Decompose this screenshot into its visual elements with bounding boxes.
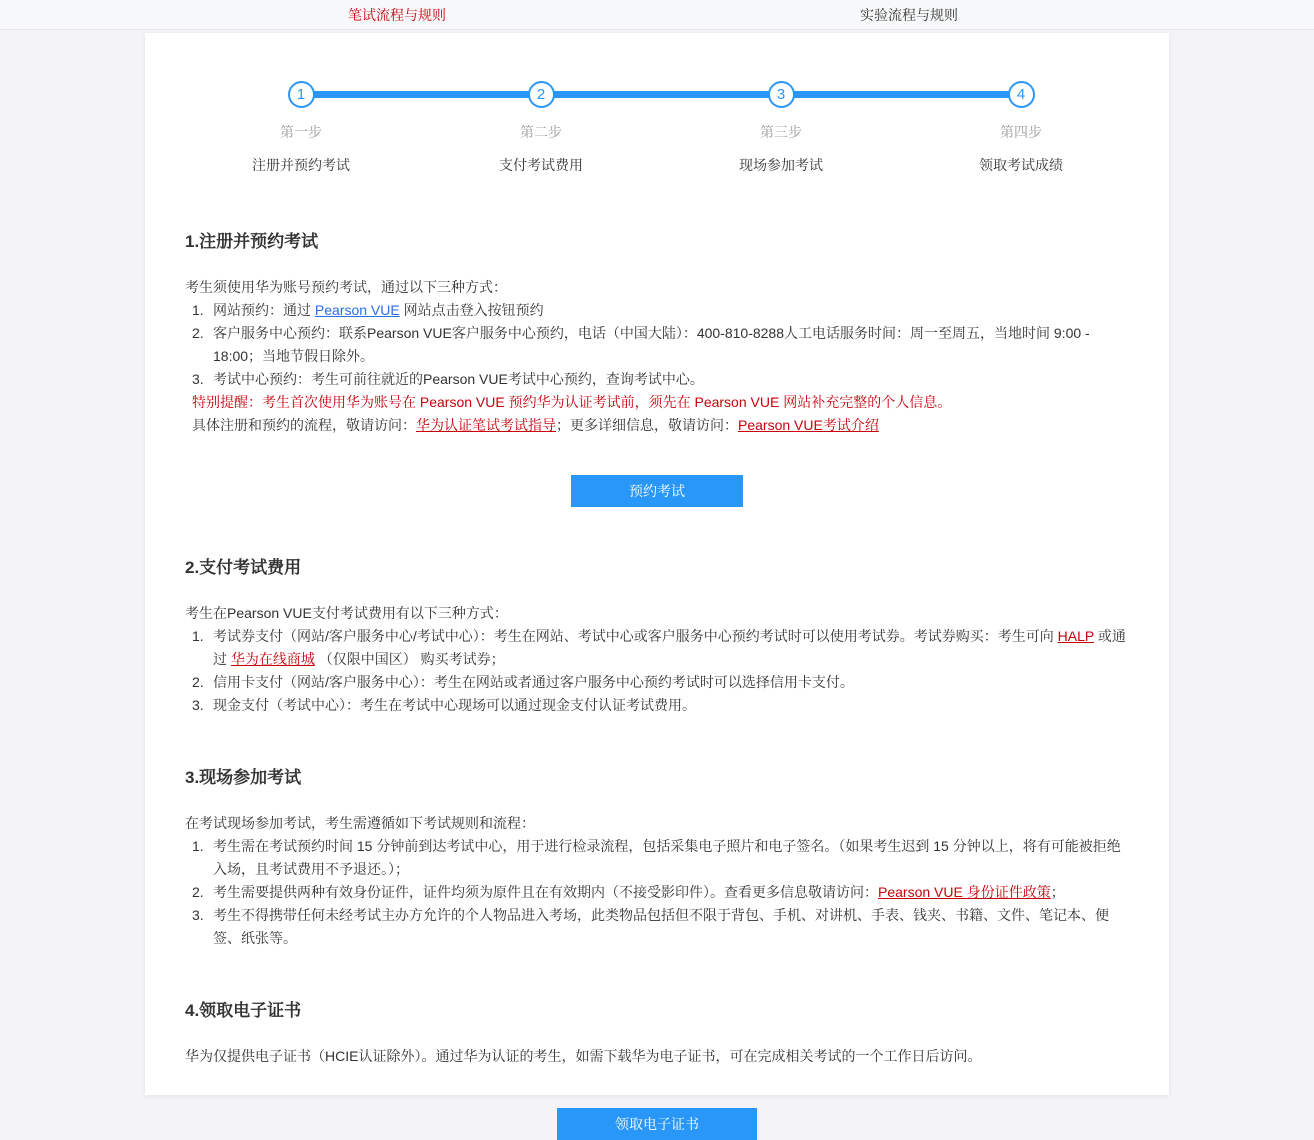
book-exam-button[interactable]: 预约考试: [571, 475, 743, 507]
step-3-label: 现场参加考试: [739, 157, 823, 173]
list-item-text: 网站点击登入按钮预约: [399, 302, 544, 318]
list-item: [192, 299, 1129, 322]
list-item: [192, 881, 1129, 904]
list-item-text: 考生需要提供两种有效身份证件，证件均须为原件且在有效期内（不接受影印件）。查看更多信息敬请访问：: [213, 884, 878, 900]
step-1: [181, 81, 421, 175]
list-item: [192, 671, 1129, 694]
step-2: [421, 81, 661, 175]
top-tab-bar: [0, 0, 1314, 30]
section-1-intro: 考生须使用华为账号预约考试，通过以下三种方式：: [185, 279, 507, 295]
tab-lab-exam-process[interactable]: 实验流程与规则: [860, 7, 958, 23]
tab-written-exam-process[interactable]: 笔试流程与规则: [348, 7, 446, 23]
list-item: [192, 835, 1129, 881]
special-reminder-text: 特别提醒：考生首次使用华为账号在 Pearson VUE 预约华为认证考试前，须先在 Pearson VUE 网站补充完整的个人信息。: [192, 394, 952, 410]
guide-text: 具体注册和预约的流程，敬请访问：: [192, 417, 416, 433]
halp-link[interactable]: HALP: [1057, 628, 1094, 644]
pearson-vue-intro-link[interactable]: Pearson VUE考试介绍: [738, 417, 879, 433]
list-item-text: 考试中心预约：考生可前往就近的Pearson VUE考试中心预约，查询考试中心。: [213, 371, 704, 387]
step-4-circle: 4: [1008, 81, 1035, 108]
list-item-number: 2.: [192, 884, 204, 900]
content-card: [145, 33, 1169, 1132]
list-item: [192, 322, 1129, 368]
step-4: [901, 81, 1141, 175]
step-2-label: 支付考试费用: [499, 157, 583, 173]
list-item-number: 3.: [192, 907, 204, 923]
section-get-e-certificate: [185, 996, 1129, 1140]
step-1-name: 第一步: [280, 124, 322, 140]
list-item-number: 2.: [192, 325, 204, 341]
step-1-circle: 1: [288, 81, 315, 108]
list-item: [192, 625, 1129, 671]
list-item-text: 网站预约：通过: [213, 302, 315, 318]
list-item: [192, 368, 1129, 391]
list-item-number: 1.: [192, 302, 204, 318]
list-item-text: ；: [1050, 884, 1065, 900]
section-attend-exam-onsite: [185, 763, 1129, 950]
list-item: [192, 694, 1129, 717]
exam-steps-stepper: [181, 81, 1141, 175]
list-item-number: 3.: [192, 371, 204, 387]
section-4-body: 华为仅提供电子证书（HCIE认证除外）。通过华为认证的考生，如需下载华为电子证书，可在完成相关考试的一个工作日后访问。: [185, 1048, 982, 1064]
list-item-text: 考试券支付（网站/客户服务中心/考试中心）：考生在网站、考试中心或客户服务中心预约考试时可以使用考试券。考试券购买：考生可向: [213, 628, 1058, 644]
step-3: [661, 81, 901, 175]
id-policy-link[interactable]: Pearson VUE 身份证件政策: [878, 884, 1051, 900]
section-pay-exam-fee: [185, 553, 1129, 717]
step-3-name: 第三步: [760, 124, 802, 140]
list-item-text: 考生需在考试预约时间 15 分钟前到达考试中心，用于进行检录流程，包括采集电子照片和电子签名。（如果考生迟到 15 分钟以上，将有可能被拒绝入场，且考试费用不予退还。）；: [213, 838, 1121, 877]
step-1-label: 注册并预约考试: [252, 157, 350, 173]
step-4-label: 领取考试成绩: [979, 157, 1063, 173]
step-4-name: 第四步: [1000, 124, 1042, 140]
section-3-title: 3.现场参加考试: [185, 768, 302, 787]
pearson-vue-link[interactable]: Pearson VUE: [314, 302, 400, 318]
list-item-number: 1.: [192, 628, 204, 644]
section-2-intro: 考生在Pearson VUE支付考试费用有以下三种方式：: [185, 605, 508, 621]
list-item-text: （仅限中国区） 购买考试券；: [314, 651, 505, 667]
list-item-text: 现金支付（考试中心）：考生在考试中心现场可以通过现金支付认证考试费用。: [213, 697, 696, 713]
get-e-certificate-button[interactable]: 领取电子证书: [557, 1108, 757, 1140]
list-item: [192, 904, 1129, 950]
list-item-text: 信用卡支付（网站/客户服务中心）：考生在网站或者通过客户服务中心预约考试时可以选择信用卡支付。: [213, 674, 854, 690]
section-1-title: 1.注册并预约考试: [185, 232, 319, 251]
list-item-number: 2.: [192, 674, 204, 690]
list-item-text: 客户服务中心预约：联系Pearson VUE客户服务中心预约，电话（中国大陆）：400-810-8288人工电话服务时间：周一至周五，当地时间 9:00 - 18:00；当地节假日除外。: [213, 325, 1090, 364]
list-item-text: 或通过: [213, 628, 1126, 667]
section-register-and-book: [185, 227, 1129, 507]
guide-text: ；更多详细信息，敬请访问：: [556, 417, 738, 433]
registration-guide-line: [185, 414, 1129, 437]
section-3-intro: 在考试现场参加考试，考生需遵循如下考试规则和流程：: [185, 815, 535, 831]
step-2-circle: 2: [528, 81, 555, 108]
step-2-name: 第二步: [520, 124, 562, 140]
list-item-number: 1.: [192, 838, 204, 854]
section-2-title: 2.支付考试费用: [185, 558, 302, 577]
section-4-title: 4.领取电子证书: [185, 1001, 302, 1020]
list-item-text: 考生不得携带任何未经考试主办方允许的个人物品进入考场，此类物品包括但不限于背包、手机、对讲机、手表、钱夹、书籍、文件、笔记本、便签、纸张等。: [213, 907, 1109, 946]
written-exam-guide-link[interactable]: 华为认证笔试考试指导: [416, 417, 556, 433]
step-3-circle: 3: [768, 81, 795, 108]
list-item-number: 3.: [192, 697, 204, 713]
huawei-online-store-link[interactable]: 华为在线商城: [230, 651, 315, 667]
